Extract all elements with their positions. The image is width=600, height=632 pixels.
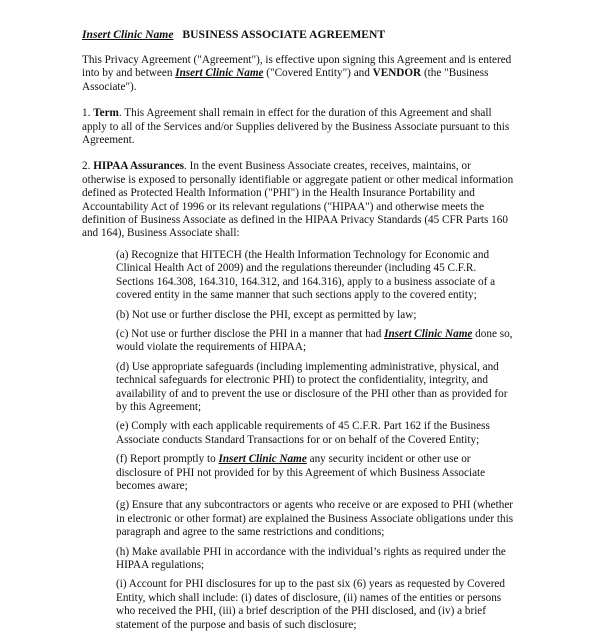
hipaa-heading: HIPAA Assurances: [93, 160, 185, 173]
hipaa-number: 2.: [82, 160, 94, 173]
item-d: (d) Use appropriate safeguards (including implementing administrative, physical, and technical safeguards for electronic PHI) to protect the confidentiality, integrity, and availability of and to prevent the use or disclosure of the PHI other than as provided for by this Agreement;: [116, 360, 508, 413]
item-c: [116, 328, 516, 355]
item-f: [116, 453, 516, 493]
intro-post: (the "Business Associate").: [82, 67, 489, 93]
item-a: (a) Recognize that HITECH (the Health Information Technology for Economic and Clinical Health Act of 2009) and the regulations thereunder (including 45 C.F.R. Sections 164.308, 164.310, 164.312, and 164.316), apply to a business associate of a covered entity in the same manner that such sections apply to the covered entity;: [116, 248, 496, 302]
item-i: (i) Account for PHI disclosures for up to the past six (6) years as requested by Covered Entity, which shall include: (i) dates of disclosure, (ii) names of the entities or persons who received the PHI, (iii) a brief description of the PHI disclosed, and (iv) a brief statement of the purpose and basis of such disclosure;: [116, 578, 505, 631]
intro-paragraph: [82, 54, 516, 94]
item-c-post: done so, would violate the requirements of HIPAA;: [116, 327, 513, 354]
hipaa-body: . In the event Business Associate creates, receives, maintains, or otherwise is exposed to personally identifiable or aggregate patient or other medical information defined as Protected Health Information ("PHI") in the Health Insurance Portability and Accountability Act of 1996 or its relevant regulations ("HIPAA") and otherwise meets the definition of Business Associate as defined in the HIPAA Privacy Standards (45 CFR Parts 160 and 164), Business Associate shall:: [82, 160, 514, 240]
item-c-pre: (c) Not use or further disclose the PHI in a manner that had: [116, 327, 385, 340]
item-f-post: any security incident or other use or disclosure of PHI not provided for by this Agreement of which Business Associate becomes aware;: [116, 453, 486, 492]
hipaa-section: [82, 160, 516, 240]
item-f-placeholder: Insert Clinic Name: [218, 453, 307, 466]
intro-clinic-placeholder: Insert Clinic Name: [175, 67, 264, 80]
item-e: (e) Comply with each applicable requirements of 45 C.F.R. Part 162 if the Business Associate conducts Standard Transactions for or on behalf of the Covered Entity;: [116, 420, 490, 446]
item-h: (h) Make available PHI in accordance with the individual’s rights as required under the HIPAA regulations;: [116, 545, 506, 571]
item-c-placeholder: Insert Clinic Name: [384, 327, 473, 340]
term-number: 1.: [82, 107, 94, 120]
term-heading: Term: [93, 107, 119, 120]
item-f-pre: (f) Report promptly to: [116, 453, 219, 466]
term-section: [82, 107, 516, 147]
intro-vendor: VENDOR: [372, 67, 422, 80]
item-b: (b) Not use or further disclose the PHI, except as permitted by law;: [116, 308, 417, 321]
document-title: [82, 28, 516, 42]
item-g: (g) Ensure that any subcontractors or agents who receive or are exposed to PHI (whether in electronic or other format) are explained the Business Associate obligations under this paragraph and agree to the same restrictions and conditions;: [116, 499, 514, 539]
intro-pre: This Privacy Agreement ("Agreement"), is effective upon signing this Agreement and is entered into by and between: [82, 54, 512, 80]
term-body: . This Agreement shall remain in effect for the duration of this Agreement and shall apply to all of the Services and/or Supplies delivered by the Business Associate pursuant to this Agreement.: [82, 107, 510, 147]
agreement-title: BUSINESS ASSOCIATE AGREEMENT: [182, 28, 386, 41]
intro-mid: ("Covered Entity") and: [263, 67, 373, 80]
clinic-name-placeholder: Insert Clinic Name: [82, 28, 174, 41]
